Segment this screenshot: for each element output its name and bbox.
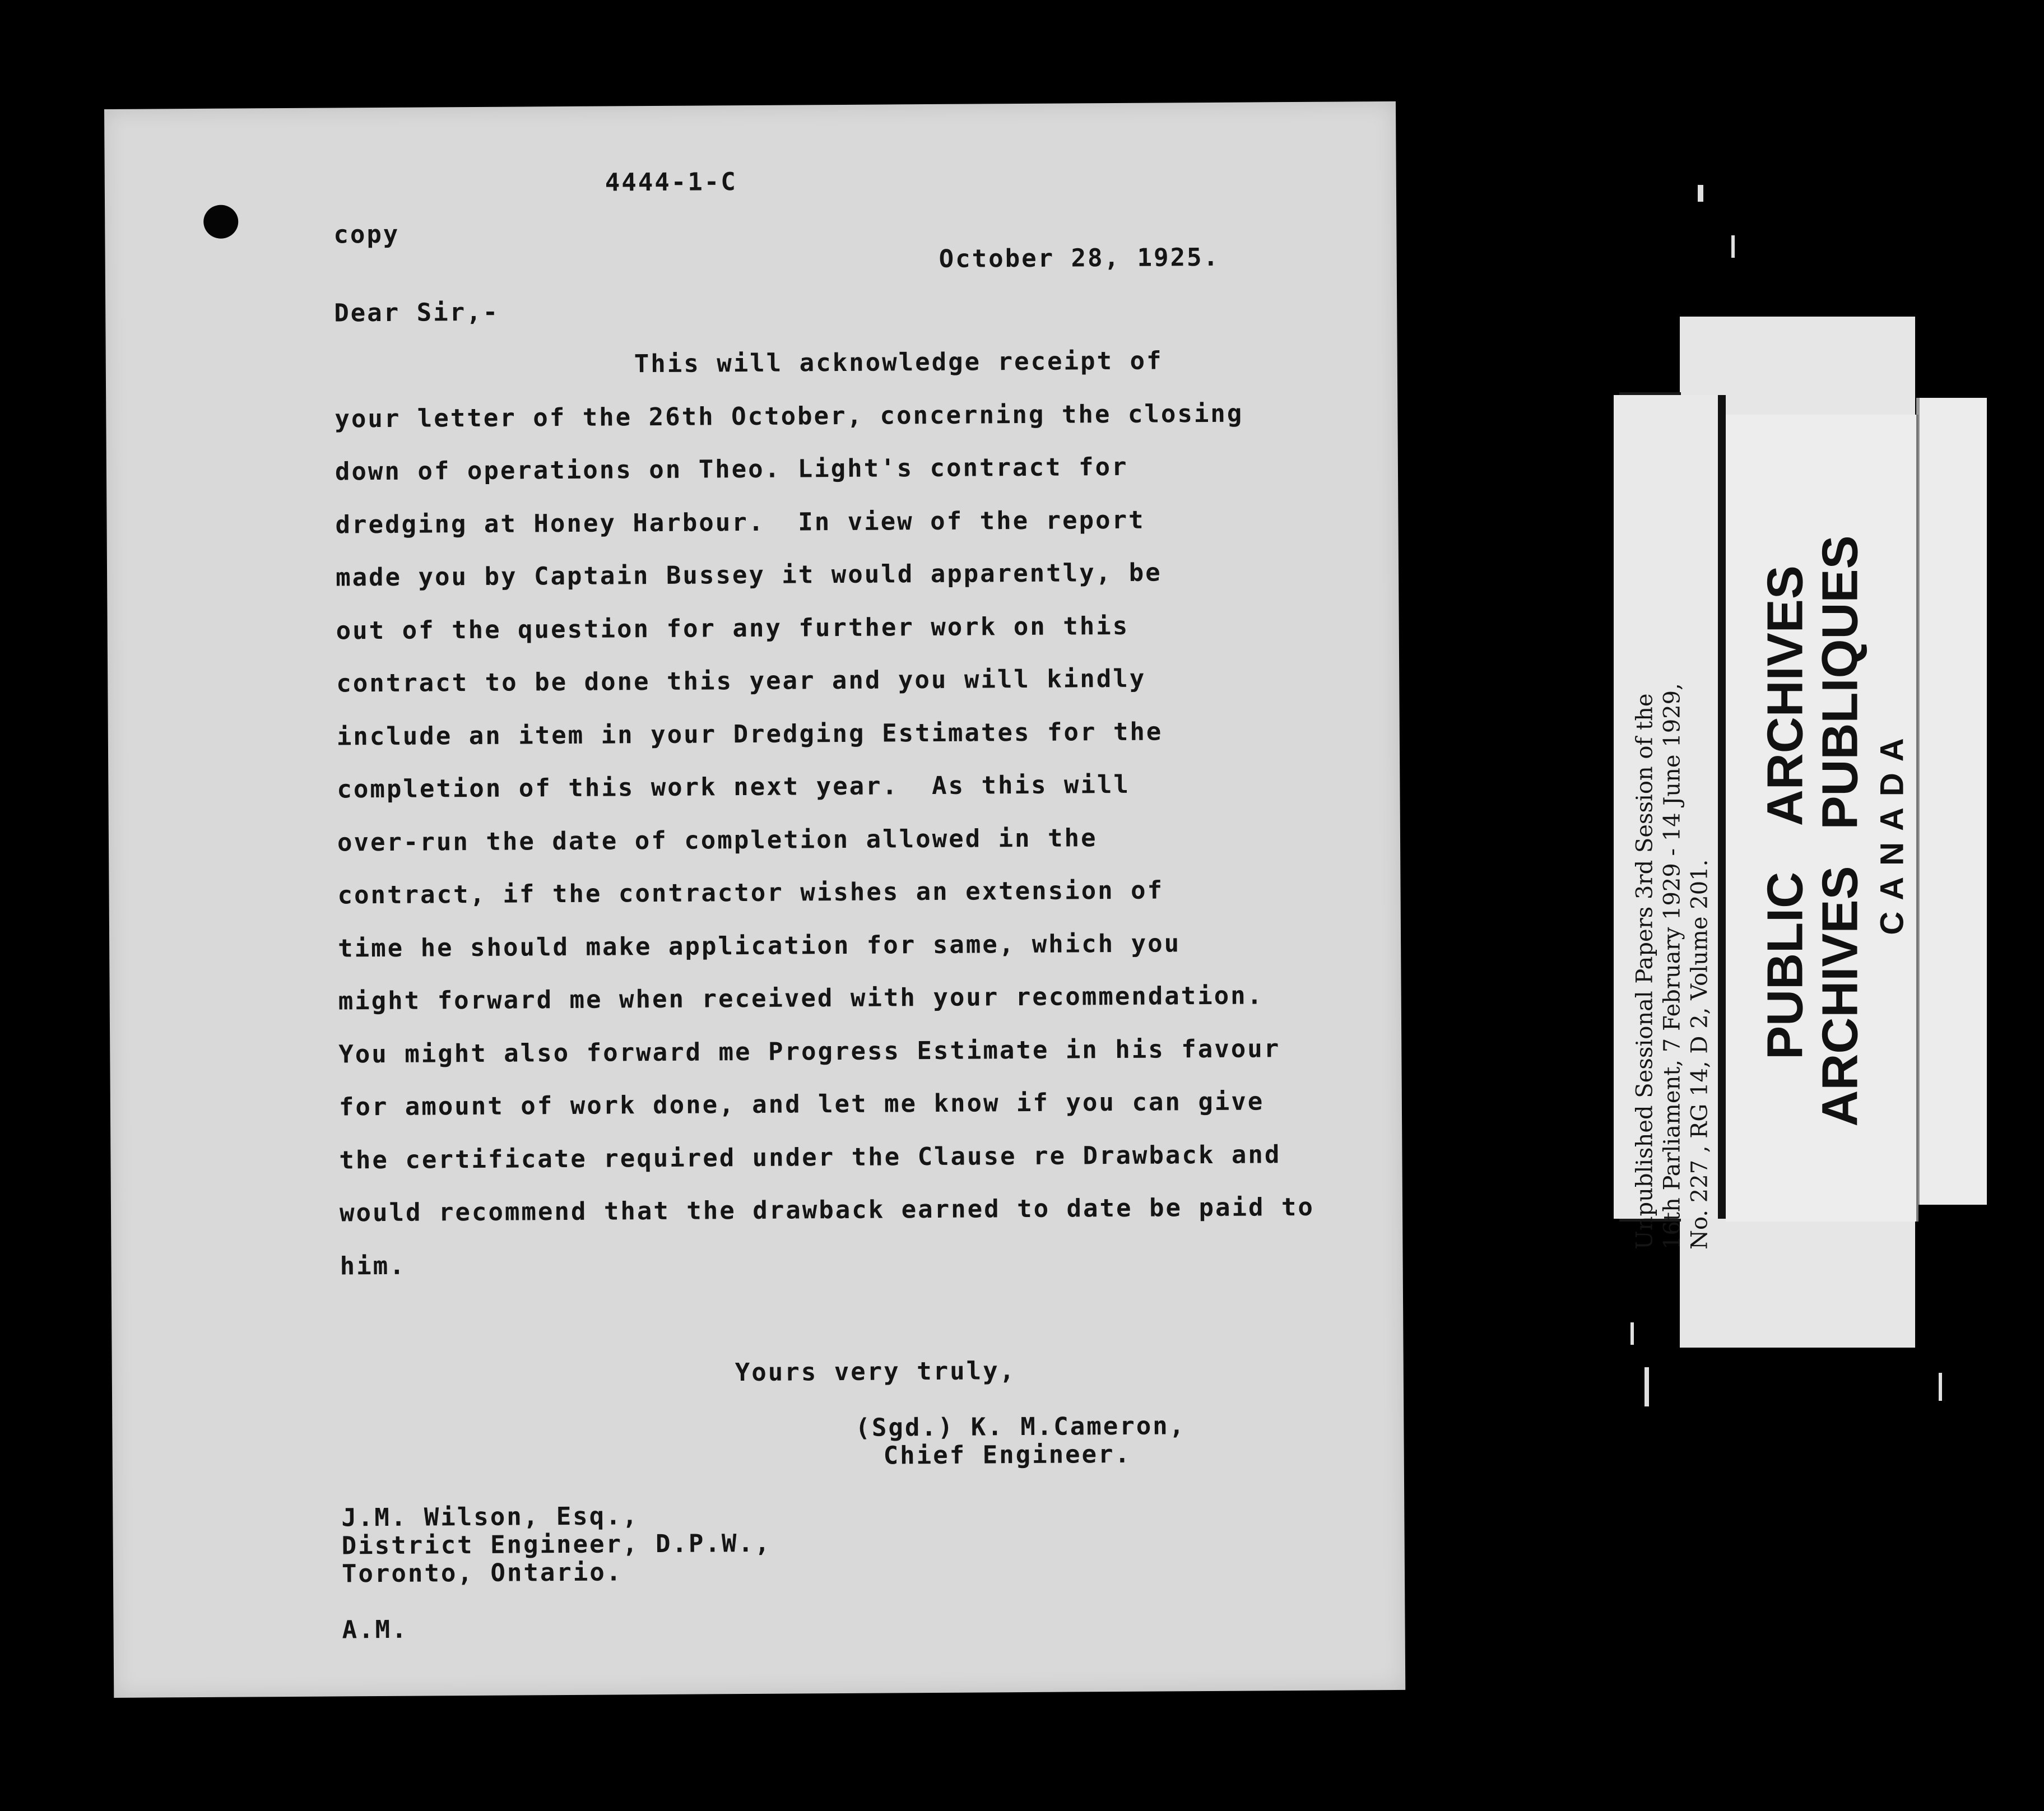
archives-country: CANADA <box>1874 727 1911 935</box>
body-line: dredging at Honey Harbour. In view of the report <box>335 505 1145 539</box>
body-line: contract, if the contractor wishes an extension of <box>337 876 1164 910</box>
body-line: the certificate required under the Clause re Drawback and <box>339 1140 1281 1174</box>
body-line: for amount of work done, and let me know if you can give <box>338 1087 1265 1122</box>
copy-mark: copy <box>333 220 400 249</box>
body-line: him. <box>340 1251 406 1280</box>
body-line: You might also forward me Progress Estimate in his favour <box>338 1034 1281 1069</box>
letter-date: October 28, 1925. <box>939 243 1220 273</box>
body-line: contract to be done this year and you will kindly <box>336 664 1146 698</box>
body-line: made you by Captain Bussey it would apparently, be <box>335 558 1162 592</box>
archive-reference-text <box>1632 375 1714 1250</box>
body-line: might forward me when received with your recommendation. <box>338 981 1264 1016</box>
archives-english: PUBLIC ARCHIVES <box>1757 565 1814 1060</box>
addressee-line: J.M. Wilson, Esq., <box>341 1502 639 1533</box>
body-line: down of operations on Theo. Light's contract for <box>335 452 1128 486</box>
archives-french: ARCHIVES PUBLIQUES <box>1812 535 1869 1127</box>
typist-initials: A.M. <box>342 1615 408 1645</box>
punch-hole <box>203 205 238 239</box>
signature-title: Chief Engineer. <box>883 1439 1132 1470</box>
label-backing-edge <box>1916 398 1987 1205</box>
scan-speck <box>1630 1322 1634 1345</box>
addressee-line: Toronto, Ontario. <box>341 1558 623 1589</box>
closing: Yours very truly, <box>735 1357 1016 1387</box>
letter-page <box>104 101 1405 1698</box>
body-line: your letter of the 26th October, concerning the closing <box>335 399 1244 433</box>
body-line: This will acknowledge receipt of <box>634 346 1163 379</box>
body-line: out of the question for any further work on this <box>336 611 1130 645</box>
letter-body <box>335 346 1315 1305</box>
scan-speck <box>1731 235 1735 258</box>
scan-speck <box>1939 1373 1942 1401</box>
scan-speck <box>1645 1367 1649 1406</box>
reference-line: Unpublished Sessional Papers 3rd Session of the <box>1632 693 1658 1250</box>
body-line: time he should make application for same, which you <box>337 928 1181 963</box>
body-line: include an item in your Dredging Estimates for the <box>336 717 1163 751</box>
scan-speck <box>1698 185 1703 202</box>
reference-line: 16th Parliament, 7 February 1929 - 14 June 1929, <box>1659 683 1685 1250</box>
addressee-line: District Engineer, D.P.W., <box>341 1529 772 1561</box>
signature: (Sgd.) K. M.Cameron, <box>855 1411 1186 1442</box>
salutation: Dear Sir,- <box>334 298 500 328</box>
reference-line: No. 227 , RG 14, D 2, Volume 201. <box>1687 859 1713 1250</box>
body-line: would recommend that the drawback earned to date be paid to <box>339 1192 1315 1228</box>
body-line: over-run the date of completion allowed in the <box>337 823 1098 857</box>
body-line: completion of this work next year. As this will <box>337 770 1131 804</box>
file-number: 4444-1-C <box>605 168 737 197</box>
